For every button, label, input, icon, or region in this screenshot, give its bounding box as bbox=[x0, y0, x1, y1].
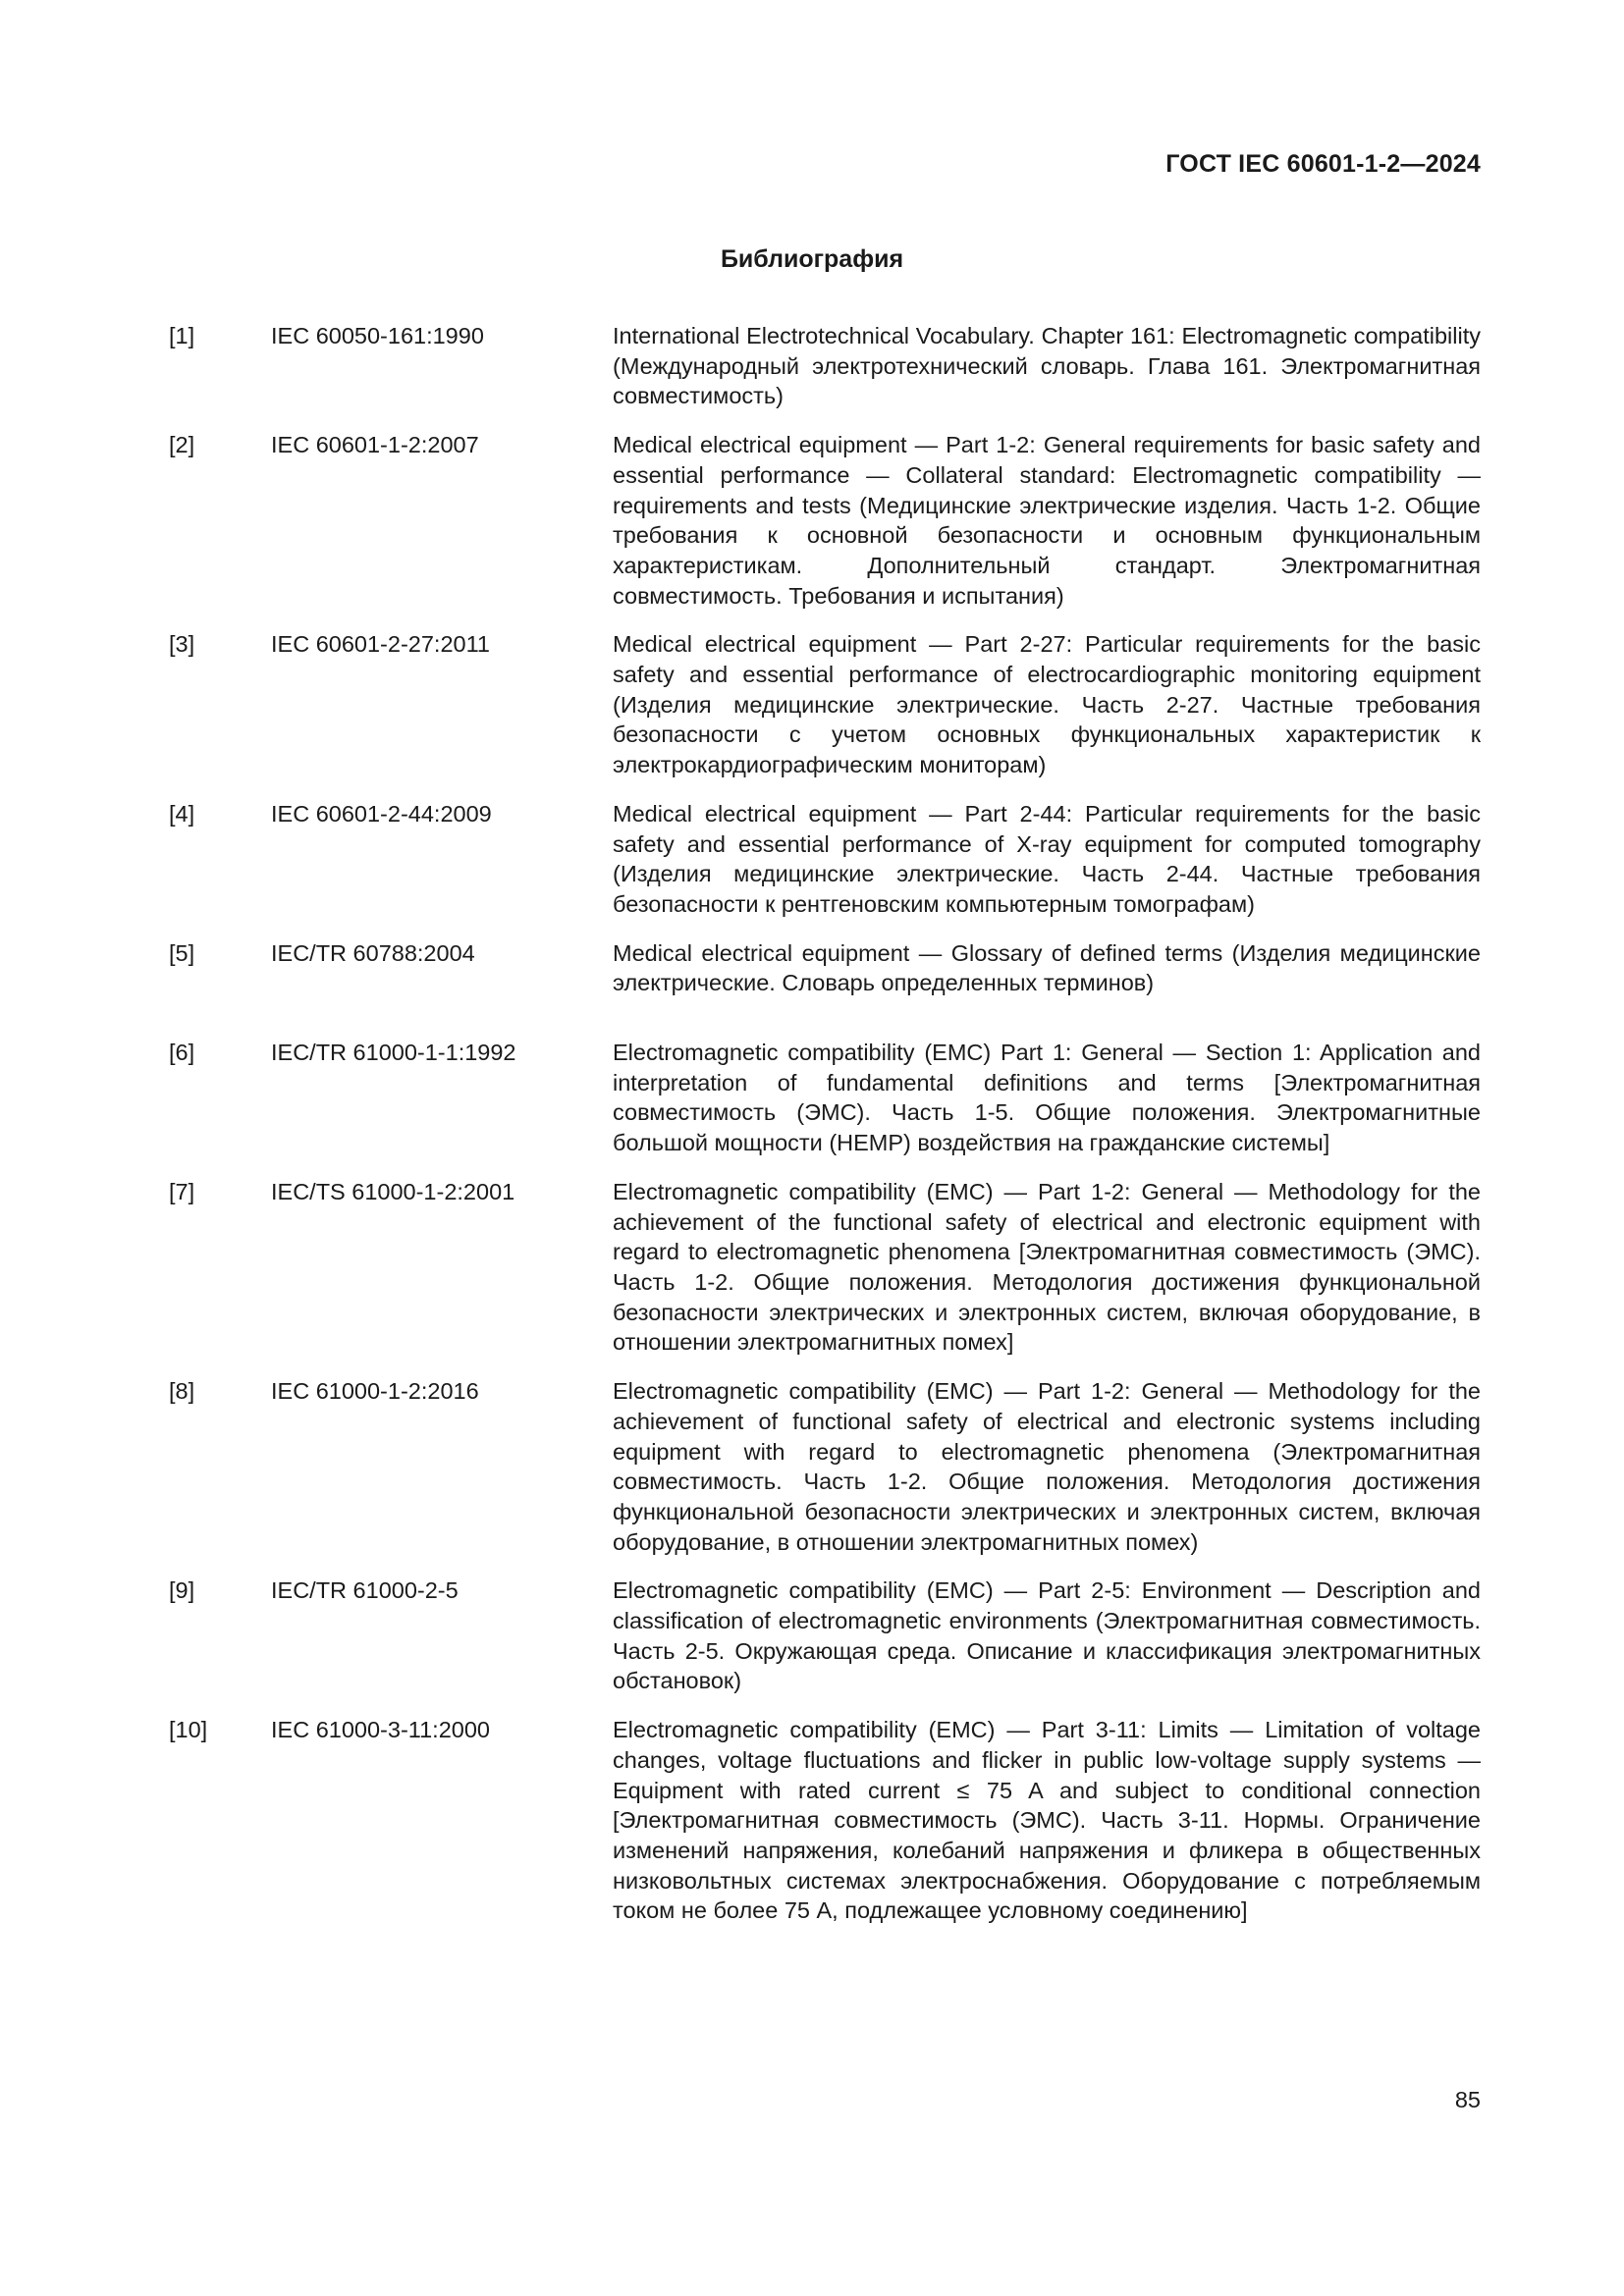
entry-description: Medical electrical equipment — Part 2-44: Particular requirements for the basic safety and essential performance of X-ray equipment for computed tomography (Изделия медицинские электрические. Часть 2-44. Частные требования безопасности к рентгеновским компьютерным томографам) bbox=[613, 800, 1481, 917]
bibliography-entry bbox=[169, 938, 1481, 998]
entry-description: Medical electrical equipment — Part 1-2: General requirements for basic safety and essential performance — Collateral standard: Electromagnetic compatibility — requirements and tests (Медицинские электрические изделия. Часть 1-2. Общие требования к основной безопасности и основным функциональным характеристикам. Дополнительный стандарт. Электромагнитная совместимость. Требования и испытания) bbox=[613, 432, 1481, 609]
bibliography-entry bbox=[169, 629, 1481, 780]
entry-reference: IEC 61000-1-2:2016 bbox=[271, 1378, 479, 1405]
entry-reference: IEC 60601-1-2:2007 bbox=[271, 432, 479, 458]
bibliography-entry bbox=[169, 430, 1481, 611]
entry-number: [5] bbox=[169, 939, 195, 966]
bibliography-list bbox=[169, 321, 1481, 1945]
bibliography-entry bbox=[169, 1038, 1481, 1158]
entry-description: Electromagnetic compatibility (EMC) Part 1: General — Section 1: Application and interpretation of fundamental definitions and terms [Электромагнитная совместимость (ЭМС). Часть 1-5. Общие положения. Электромагнитные большой мощности (HEMP) воздействия на гражданские системы] bbox=[613, 1040, 1481, 1156]
entry-reference: IEC/TS 61000-1-2:2001 bbox=[271, 1178, 515, 1204]
entry-number: [2] bbox=[169, 432, 195, 458]
entry-number: [8] bbox=[169, 1378, 195, 1405]
entry-reference: IEC 60601-2-27:2011 bbox=[271, 631, 490, 658]
entry-description: Medical electrical equipment — Glossary of defined terms (Изделия медицинские электрические. Словарь определенных терминов) bbox=[613, 939, 1481, 996]
bibliography-entry bbox=[169, 1177, 1481, 1358]
entry-number: [1] bbox=[169, 323, 195, 348]
entry-description: Electromagnetic compatibility (EMC) — Part 2-5: Environment — Description and classification of electromagnetic environments (Электромагнитная совместимость. Часть 2-5. Окружающая среда. Описание и классификация электромагнитных обстановок) bbox=[613, 1577, 1481, 1694]
entry-description: Electromagnetic compatibility (EMC) — Part 1-2: General — Methodology for the achievement of the functional safety of electrical and electronic equipment with regard to electromagnetic phenomena [Электромагнитная совместимость (ЭМС). Часть 1-2. Общие положения. Методология достижения функциональной безопасности электрических и электронных систем, включая оборудование, в отношении электромагнитных помех] bbox=[613, 1178, 1481, 1356]
entry-number: [3] bbox=[169, 631, 195, 658]
bibliography-entry bbox=[169, 799, 1481, 920]
entry-number: [9] bbox=[169, 1577, 195, 1604]
entry-reference: IEC/TR 61000-2-5 bbox=[271, 1577, 459, 1604]
page-number: 85 bbox=[1454, 2087, 1481, 2112]
entry-reference: IEC 60601-2-44:2009 bbox=[271, 800, 492, 827]
entry-reference: IEC 61000-3-11:2000 bbox=[271, 1717, 490, 1743]
entry-reference: IEC 60050-161:1990 bbox=[271, 323, 484, 348]
entry-number: [7] bbox=[169, 1178, 195, 1204]
entry-reference: IEC/TR 61000-1-1:1992 bbox=[271, 1040, 516, 1066]
entry-description: Electromagnetic compatibility (EMC) — Part 1-2: General — Methodology for the achievement of functional safety of electrical and electronic systems including equipment with regard to electromagnetic phenomena (Электромагнитная совместимость. Часть 1-2. Общие положения. Методология достижения функциональной безопасности электрических и электронных систем, включая оборудование, в отношении электромагнитных помех) bbox=[613, 1378, 1481, 1555]
bibliography-entry bbox=[169, 1715, 1481, 1926]
entry-description: International Electrotechnical Vocabulary. Chapter 161: Electromagnetic compatibility (Международный электротехнический словарь. Глава 161. Электромагнитная совместимость) bbox=[613, 323, 1481, 409]
entry-number: [4] bbox=[169, 800, 195, 827]
bibliography-entry bbox=[169, 1575, 1481, 1696]
entry-number: [10] bbox=[169, 1717, 208, 1743]
bibliography-entry bbox=[169, 1376, 1481, 1557]
entry-description: Electromagnetic compatibility (EMC) — Part 3-11: Limits — Limitation of voltage changes, voltage fluctuations and flicker in public low-voltage supply systems — Equipment with rated current ≤ 75 A and subject to conditional connection [Электромагнитная совместимость (ЭМС). Часть 3-11. Нормы. Ограничение изменений напряжения, колебаний напряжения и фликера в общественных низковольтных системах электроснабжения. Оборудование с потребляемым током не более 75 A, подлежащее условному соединению] bbox=[613, 1717, 1481, 1924]
entry-reference: IEC/TR 60788:2004 bbox=[271, 939, 475, 966]
page-title: Библиография bbox=[720, 245, 904, 273]
document-header: ГОСТ IEC 60601-1-2—2024 bbox=[1165, 150, 1481, 178]
bibliography-entry bbox=[169, 321, 1481, 411]
entry-number: [6] bbox=[169, 1040, 195, 1066]
entry-description: Medical electrical equipment — Part 2-27: Particular requirements for the basic safety and essential performance of electrocardiographic monitoring equipment (Изделия медицинские электрические. Часть 2-27. Частные требования безопасности с учетом основных функциональных характеристик к электрокардиографическим мониторам) bbox=[613, 631, 1481, 778]
